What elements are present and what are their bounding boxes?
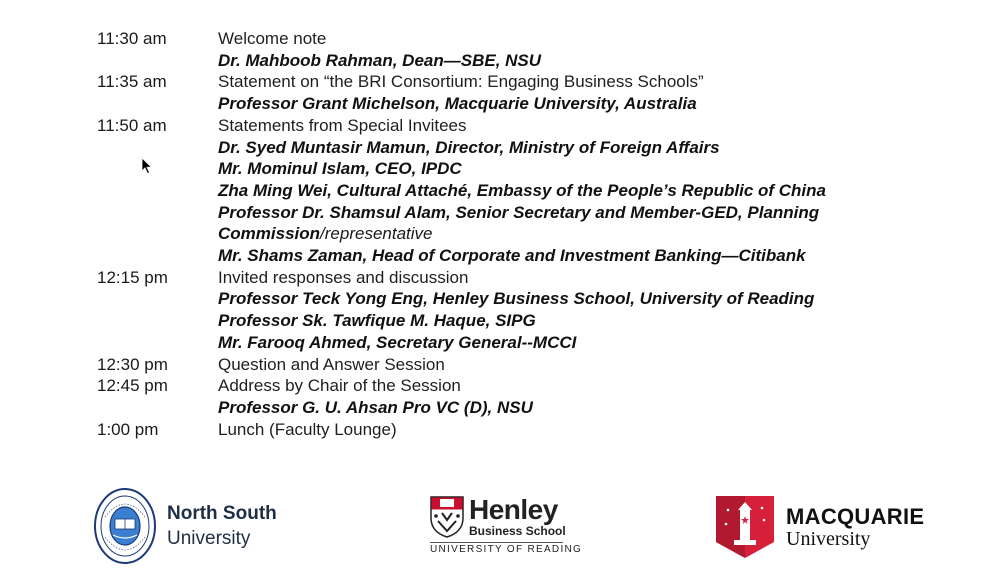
agenda-time: 11:35 am bbox=[97, 72, 167, 92]
agenda-title: Address by Chair of the Session bbox=[218, 376, 461, 396]
nsu-name-line1: North South bbox=[167, 503, 277, 524]
speaker-continuation bbox=[218, 223, 826, 245]
agenda-item bbox=[97, 71, 826, 114]
macquarie-logo bbox=[716, 496, 924, 558]
henley-university: UNIVERSITY OF READING bbox=[430, 544, 583, 555]
speaker: Mr. Shams Zaman, Head of Corporate and Investment Banking—Citibank bbox=[218, 246, 806, 266]
agenda-time: 11:50 am bbox=[97, 115, 167, 135]
agenda-title: Statements from Special Invitees bbox=[218, 115, 467, 135]
henley-name: Henley bbox=[469, 494, 558, 525]
macquarie-subtitle: University bbox=[786, 528, 871, 550]
agenda-title: Statement on “the BRI Consortium: Engaging Business Schools” bbox=[218, 72, 704, 92]
agenda-title: Welcome note bbox=[218, 29, 327, 48]
macquarie-name: MACQUARIE bbox=[786, 504, 925, 529]
agenda-item bbox=[97, 375, 826, 418]
speaker: Professor Grant Michelson, Macquarie University, Australia bbox=[218, 94, 697, 114]
agenda-time: 12:15 pm bbox=[97, 267, 168, 287]
mouse-cursor-icon bbox=[141, 157, 153, 175]
agenda-title: Invited responses and discussion bbox=[218, 267, 469, 287]
agenda-item bbox=[97, 354, 826, 376]
macquarie-lighthouse-icon bbox=[716, 496, 774, 558]
speaker-continuation-plain: /representative bbox=[320, 224, 433, 244]
henley-crest-icon bbox=[430, 496, 464, 538]
speaker: Dr. Syed Muntasir Mamun, Director, Ministry of Foreign Affairs bbox=[218, 137, 720, 157]
speaker: Zha Ming Wei, Cultural Attaché, Embassy of the People’s Republic of China bbox=[218, 180, 826, 200]
speaker: Professor G. U. Ahsan Pro VC (D), NSU bbox=[218, 397, 533, 417]
henley-subtitle: Business School bbox=[469, 524, 566, 538]
agenda-title: Lunch (Faculty Lounge) bbox=[218, 419, 397, 439]
henley-logo bbox=[430, 496, 582, 557]
speaker: Mr. Farooq Ahmed, Secretary General--MCCI bbox=[218, 332, 577, 352]
nsu-name-line2: University bbox=[167, 528, 251, 549]
speaker: Dr. Mahboob Rahman, Dean—SBE, NSU bbox=[218, 50, 542, 70]
speaker: Mr. Mominul Islam, CEO, IPDC bbox=[218, 159, 462, 179]
nsu-logo bbox=[93, 487, 277, 565]
nsu-seal-icon bbox=[93, 487, 157, 565]
speaker: Professor Teck Yong Eng, Henley Business School, University of Reading bbox=[218, 289, 815, 309]
agenda-item bbox=[97, 419, 826, 441]
agenda-item bbox=[97, 115, 826, 267]
agenda bbox=[97, 28, 826, 440]
speaker: Professor Dr. Shamsul Alam, Senior Secretary and Member-GED, Planning bbox=[218, 202, 820, 222]
speaker: Professor Sk. Tawfique M. Haque, SIPG bbox=[218, 311, 536, 331]
agenda-title: Question and Answer Session bbox=[218, 354, 445, 374]
speaker-continuation-bold: Commission bbox=[218, 224, 321, 244]
agenda-time: 1:00 pm bbox=[97, 419, 159, 439]
agenda-time: 12:30 pm bbox=[97, 354, 168, 374]
agenda-item bbox=[97, 28, 826, 71]
agenda-time: 12:45 pm bbox=[97, 376, 168, 396]
agenda-item bbox=[97, 267, 826, 354]
agenda-time: 11:30 am bbox=[97, 29, 167, 48]
